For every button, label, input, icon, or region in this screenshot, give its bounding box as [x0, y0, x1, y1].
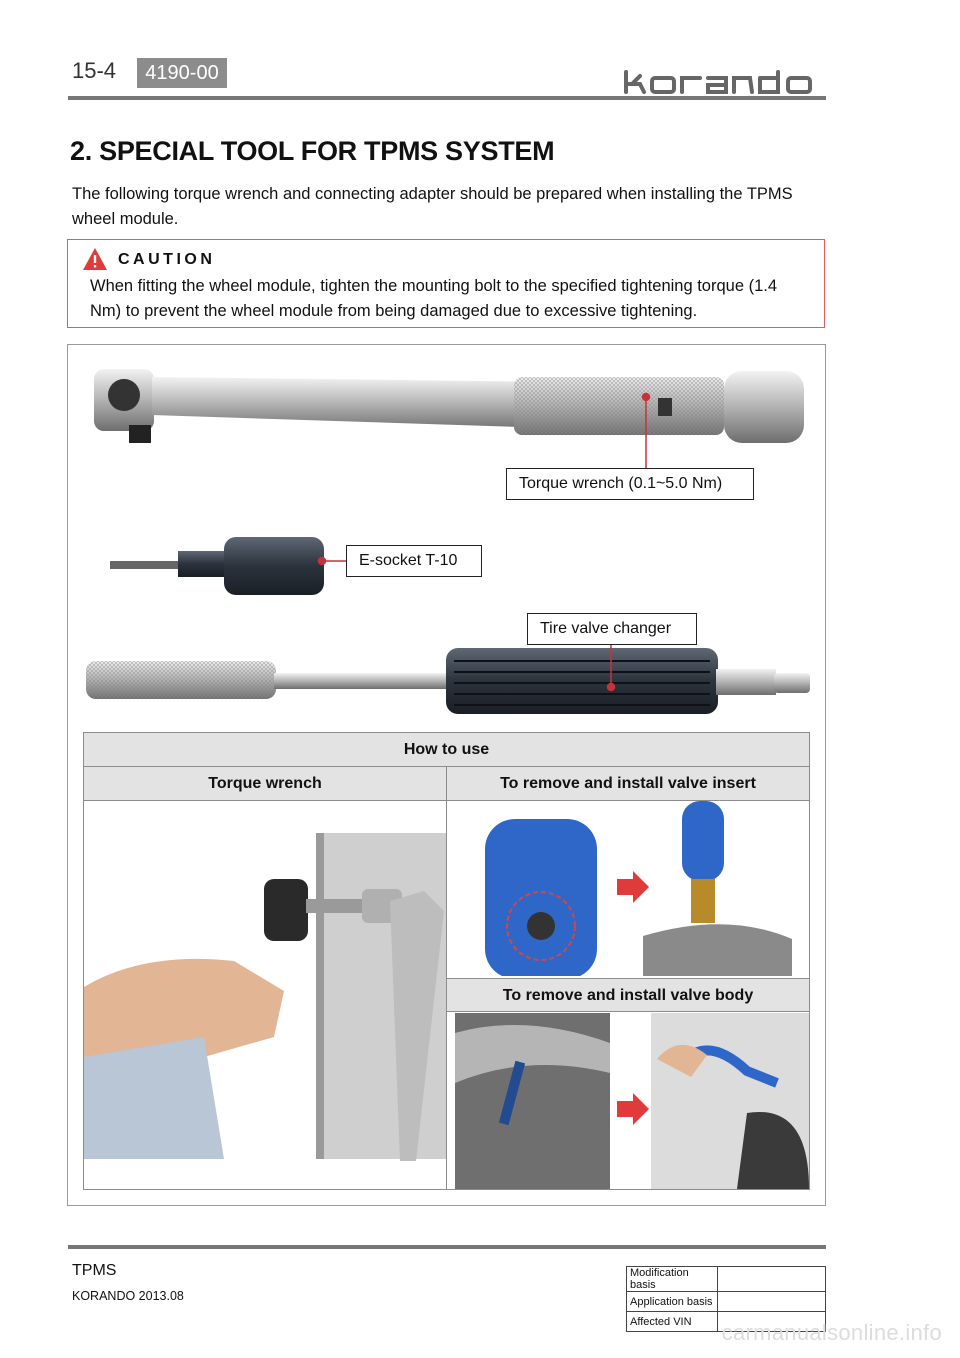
valve-body-photo — [447, 1013, 809, 1189]
torque-wrench-usage-photo — [84, 801, 446, 1189]
how-to-use-title: How to use — [84, 733, 809, 767]
e-socket-image — [110, 537, 324, 595]
callout-torque-wrench: Torque wrench (0.1~5.0 Nm) — [506, 468, 754, 500]
section-title: 2. SPECIAL TOOL FOR TPMS SYSTEM — [70, 136, 555, 166]
caution-box — [67, 239, 825, 328]
table-label: Modification basis — [627, 1267, 718, 1292]
footer-model: KORANDO 2013.08 — [72, 1289, 184, 1303]
warning-triangle-icon — [82, 247, 108, 271]
section-code-badge: 4190-00 — [137, 58, 227, 88]
table-row — [627, 1292, 826, 1312]
caution-title: CAUTION — [118, 251, 216, 268]
brand-logo — [622, 68, 828, 96]
valve-insert-photo — [447, 801, 809, 976]
table-value — [718, 1267, 826, 1292]
col-header-torque-wrench: Torque wrench — [84, 767, 447, 801]
callout-tire-valve-changer: Tire valve changer — [527, 613, 697, 645]
how-to-use-table — [83, 732, 810, 1190]
watermark: carmanualsonline.info — [721, 1320, 942, 1345]
tool-illustrations — [84, 355, 814, 715]
header-rule — [68, 96, 826, 100]
table-value — [718, 1292, 826, 1312]
footer-system: TPMS — [72, 1262, 117, 1279]
torque-wrench-image — [94, 369, 804, 443]
row-header-valve-body: To remove and install valve body — [447, 978, 809, 1012]
table-row — [627, 1267, 826, 1292]
intro-paragraph: The following torque wrench and connecting adapter should be prepared when installing the TPMS wheel module. — [72, 185, 793, 228]
tire-valve-changer-image — [86, 648, 810, 714]
col-header-valve-insert: To remove and install valve insert — [447, 767, 809, 801]
table-label: Application basis — [627, 1292, 718, 1312]
footer-rule — [68, 1245, 826, 1249]
table-label: Affected VIN — [627, 1312, 718, 1332]
caution-text: When fitting the wheel module, tighten the mounting bolt to the specified tightening torque (1.4 Nm) to prevent the wheel module from being damaged due to excessive tightening. — [90, 277, 778, 320]
callout-e-socket: E-socket T-10 — [346, 545, 482, 577]
page-number: 15-4 — [72, 58, 117, 83]
